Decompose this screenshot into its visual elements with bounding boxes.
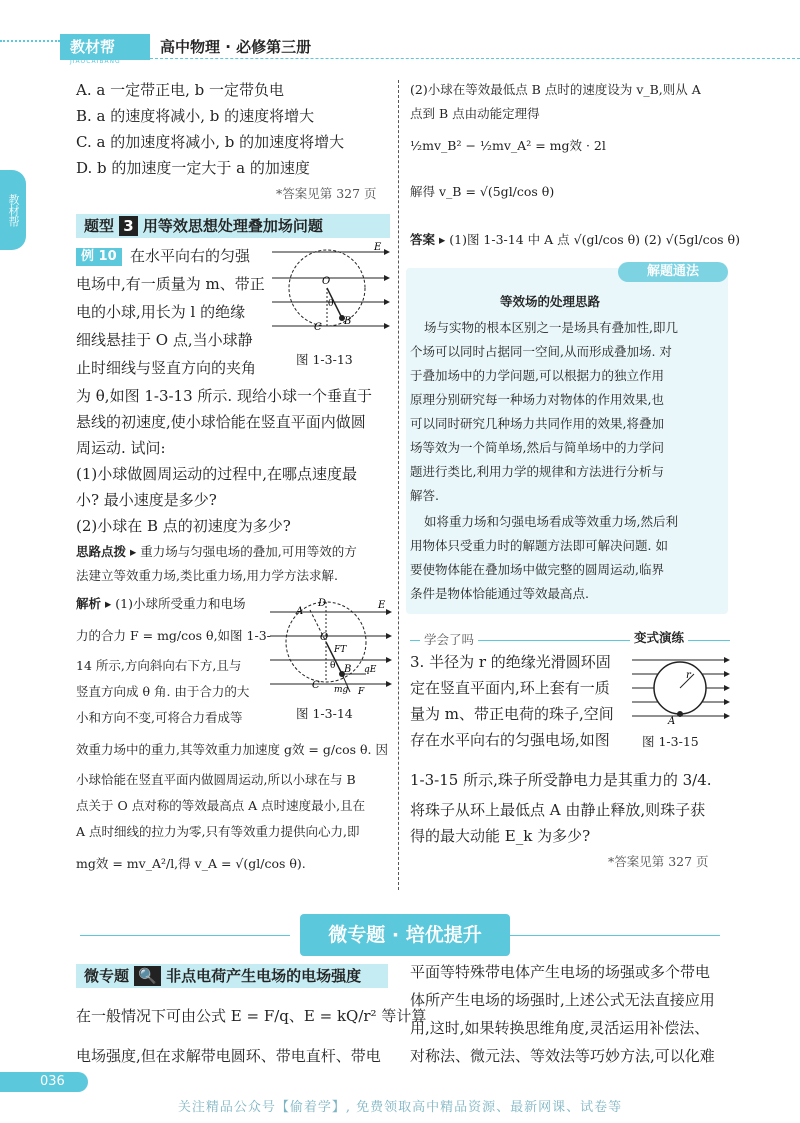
example-line: 止时细线与竖直方向的夹角: [76, 359, 257, 377]
header-dots: [0, 40, 60, 44]
body-line: 用,这时,如果转换思维角度,灵活运用补偿法、: [410, 1019, 710, 1037]
analysis-line: 小球恰能在竖直平面内做圆周运动,所以小球在与 B: [76, 772, 356, 787]
topic-label: 题型: [84, 217, 115, 235]
method-line: 于叠加场中的力学问题,可以根据力的独立作用: [410, 368, 664, 383]
label-B: B: [344, 316, 352, 327]
subtopic-label: 微专题: [84, 967, 130, 985]
label-r: r: [686, 670, 691, 681]
label-F: F: [358, 687, 365, 696]
footer-text: 关注精品公众号【偷着学】, 免费领取高中精品资源、最新网课、试卷等: [177, 1100, 623, 1115]
label-qE: qE: [364, 665, 377, 675]
subtopic-heading: [84, 966, 361, 986]
example-line: 在水平向右的匀强: [130, 247, 251, 265]
practice-prefix: 学会了吗: [420, 630, 478, 650]
practice-line: 将珠子从环上最低点 A 由静止释放,则珠子获: [410, 801, 706, 819]
solution-formula: ½mv_B² − ½mv_A² = mg效 · 2l: [410, 138, 606, 153]
analysis-line: A 点时细线的拉力为零,只有等效重力提供向心力,即: [76, 824, 360, 839]
label-C: C: [314, 322, 322, 333]
label-D: D: [318, 598, 327, 609]
label-E: E: [374, 242, 382, 253]
method-line: 用物体只受重力时的解题方法即可解决问题. 如: [410, 538, 668, 553]
answer-line: 答案 ▸ (1)图 1-3-14 中 A 点 √(gl/cos θ) (2) √(5gl/cos θ): [410, 232, 740, 247]
label-theta: θ: [328, 299, 334, 309]
practice-line: 得的最大动能 E_k 为多少?: [410, 827, 591, 845]
practice-tag: 变式演练: [630, 628, 688, 648]
method-line: 如将重力场和匀强电场看成等效重力场,然后利: [424, 514, 678, 529]
answer-ref: *答案见第 327 页: [276, 186, 377, 201]
hint-text: 重力场与匀强电场的叠加,可用等效的方: [140, 544, 357, 559]
label-B: B: [344, 664, 352, 675]
method-line: 解答.: [410, 488, 439, 503]
method-line: 要使物体能在叠加场中做完整的圆周运动,临界: [410, 562, 664, 577]
example-line: 为 θ,如图 1-3-13 所示. 现给小球一个垂直于: [76, 387, 372, 405]
practice-line: 1-3-15 所示,珠子所受静电力是其重力的 3/4.: [410, 771, 712, 789]
method-line: 题进行类比,利用力学的规律和方法进行分析与: [410, 464, 664, 479]
solution-line: 点到 B 点由动能定理得: [410, 106, 540, 121]
practice-line: 存在水平向右的匀强电场,如图: [410, 731, 610, 749]
analysis-line: 力的合力 F = mg/cos θ,如图 1-3-: [76, 628, 271, 643]
label-FT: FT: [334, 645, 347, 655]
analysis-line: 小和方向不变,可将合力看成等: [76, 710, 243, 725]
example-line: 悬线的初速度,使小球恰能在竖直平面内做圆: [76, 413, 366, 431]
example-line: 电的小球,用长为 l 的绝缘: [76, 303, 246, 321]
section-line-left: [80, 935, 290, 937]
hint-line: 法建立等效重力场,类比重力场,用力学方法求解.: [76, 568, 338, 583]
figure-1-3-15: [632, 652, 732, 730]
figure-caption: 图 1-3-13: [296, 352, 353, 367]
option-b: B. a 的速度将减小, b 的速度将增大: [76, 107, 315, 125]
example-label: 例 10: [76, 248, 122, 266]
analysis-line: 点关于 O 点对称的等效最高点 A 点时速度最小,且在: [76, 798, 366, 813]
figure-caption: 图 1-3-15: [642, 734, 699, 749]
analysis-line: 竖直方向成 θ 角. 由于合力的大: [76, 684, 250, 699]
brand-sub: JIAOCAIBANG: [70, 58, 121, 65]
column-divider: [398, 80, 400, 890]
figure-caption: 图 1-3-14: [296, 706, 353, 721]
example-line: 细线悬挂于 O 点,当小球静: [76, 331, 253, 349]
hint-label: 思路点拨: [76, 544, 127, 559]
practice-line: 定在竖直平面内,环上套有一质: [410, 679, 610, 697]
body-line: 平面等特殊带电体产生电场的场强或多个带电: [410, 963, 711, 981]
analysis-line: 效重力场中的重力,其等效重力加速度 g效 = g/cos θ. 因: [76, 742, 388, 757]
example-line: 电场中,有一质量为 m、带正: [76, 275, 265, 293]
analysis-line: 解析 ▸ (1)小球所受重力和电场: [76, 596, 246, 611]
section-title: 微专题 · 培优提升: [300, 914, 510, 956]
analysis-line: 14 所示,方向斜向右下方,且与: [76, 658, 242, 673]
example-line: 周运动. 试问:: [76, 439, 166, 457]
label-O: O: [320, 632, 329, 643]
section-line-right: [510, 935, 720, 937]
label-A: A: [296, 606, 304, 617]
option-d: D. b 的加速度一定大于 a 的加速度: [76, 159, 310, 177]
practice-line: 3. 半径为 r 的绝缘光滑圆环固: [410, 653, 611, 671]
book-title: 高中物理 · 必修第三册: [160, 38, 312, 56]
brand-label: 教材帮: [60, 34, 150, 60]
example-line: (2)小球在 B 点的初速度为多少?: [76, 517, 291, 535]
example-line: (1)小球做圆周运动的过程中,在哪点速度最: [76, 465, 358, 483]
option-c: C. a 的加速度将减小, b 的加速度将增大: [76, 133, 345, 151]
side-tab: 教材帮: [0, 170, 26, 250]
method-line: 条件是物体恰能通过等效最高点.: [410, 586, 589, 601]
figure-1-3-13: [272, 240, 392, 340]
label-mg: mg: [334, 685, 349, 695]
method-line: 场等效为一个简单场,然后与简单场中的力学问: [410, 440, 664, 455]
topic-heading: [84, 216, 323, 236]
method-line: 场与实物的根本区别之一是场具有叠加性,即几: [424, 320, 678, 335]
method-line: 可以同时研究几种场力共同作用的效果,将叠加: [410, 416, 664, 431]
body-line: 对称法、微元法、等效法等巧妙方法,可以化难: [410, 1047, 715, 1065]
answer-label: 答案: [410, 232, 436, 247]
practice-line: 量为 m、带正电荷的珠子,空间: [410, 705, 614, 723]
solution-result: 解得 v_B = √(5gl/cos θ): [410, 184, 555, 199]
answer-text: (1)图 1-3-14 中 A 点 √(gl/cos θ) (2) √(5gl/cos θ): [449, 232, 740, 247]
label-A: A: [668, 716, 676, 727]
topic-title: 用等效思想处理叠加场问题: [142, 217, 323, 235]
body-line: 体所产生电场的场强时,上述公式无法直接应用: [410, 991, 715, 1009]
header-divider: [150, 58, 800, 60]
method-tag: 解题通法: [618, 262, 728, 282]
search-icon: 🔍: [134, 966, 161, 986]
analysis-label: 解析: [76, 596, 102, 611]
example-line: 小? 最小速度是多少?: [76, 491, 217, 509]
subtopic-title: 非点电荷产生电场的电场强度: [166, 967, 362, 985]
body-line: 在一般情况下可由公式 E = F/q、E = kQ/r² 等计算: [76, 1007, 427, 1025]
solution-line: (2)小球在等效最低点 B 点时的速度设为 v_B,则从 A: [410, 82, 701, 97]
analysis-text: (1)小球所受重力和电场: [115, 596, 246, 611]
figure-1-3-14: [270, 592, 394, 696]
label-theta: θ: [330, 661, 336, 671]
method-line: 个场可以同时占据同一空间,从而形成叠加场. 对: [410, 344, 672, 359]
option-a: A. a 一定带正电, b 一定带负电: [76, 81, 284, 99]
topic-number: 3: [119, 216, 137, 236]
answer-ref: *答案见第 327 页: [608, 854, 709, 869]
label-O: O: [322, 276, 331, 287]
hint-line: 思路点拨 ▸ 重力场与匀强电场的叠加,可用等效的方: [76, 544, 357, 559]
method-line: 原理分别研究每一种场力对物体的作用效果,也: [410, 392, 664, 407]
analysis-line: mg效 = mv_A²/l,得 v_A = √(gl/cos θ).: [76, 856, 306, 871]
method-title: 等效场的处理思路: [500, 294, 601, 309]
body-line: 电场强度,但在求解带电圆环、带电直杆、带电: [76, 1047, 381, 1065]
page-number: 036: [0, 1072, 88, 1092]
label-E: E: [378, 600, 386, 611]
label-C: C: [312, 680, 320, 691]
